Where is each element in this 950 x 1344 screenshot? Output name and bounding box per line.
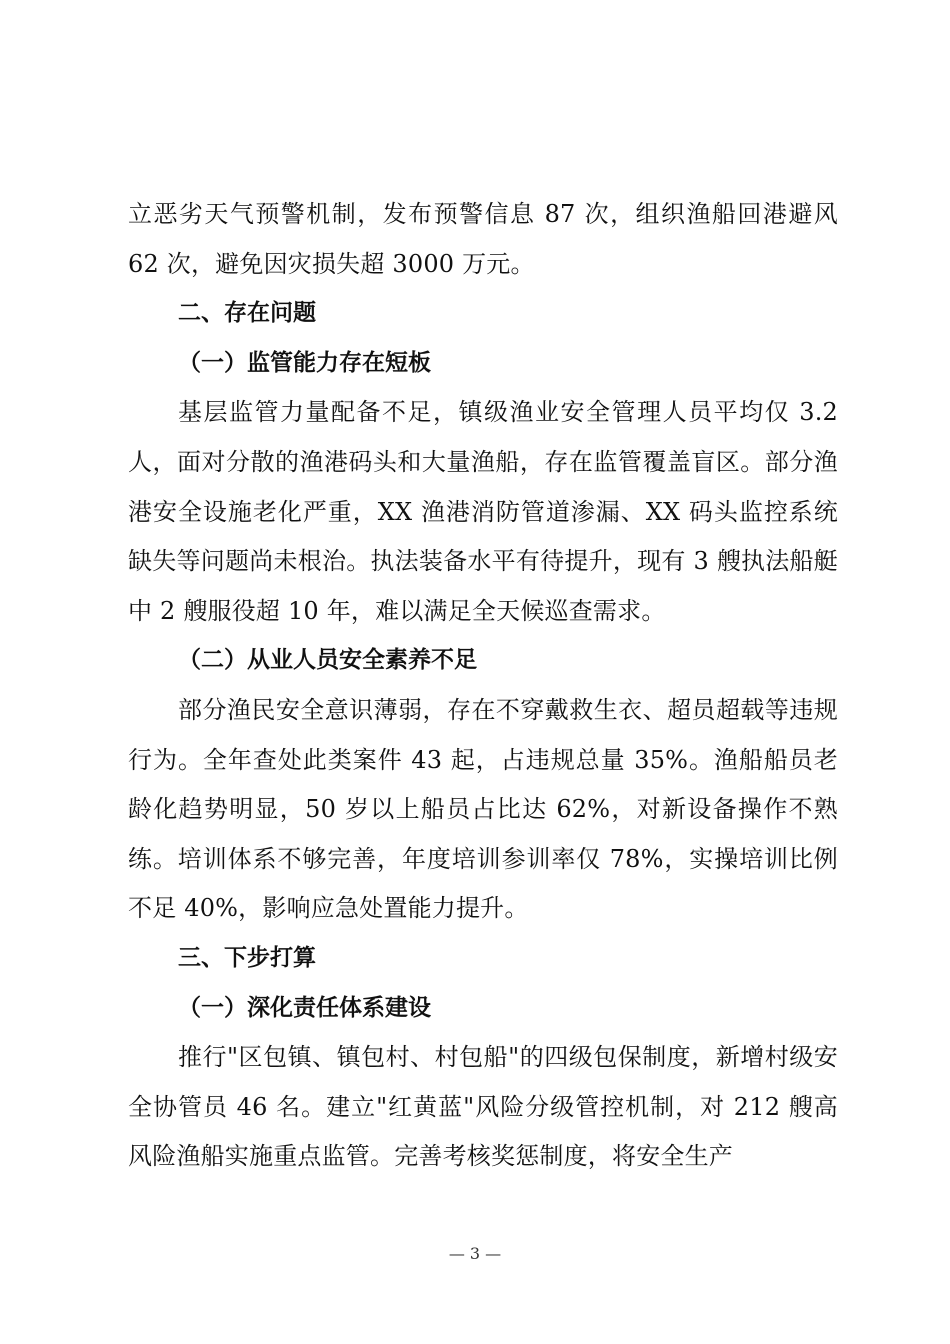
subheading-personnel: （二）从业人员安全素养不足: [178, 647, 477, 674]
document-body: [128, 190, 838, 1182]
page-number: — 3 —: [448, 1244, 502, 1263]
section-heading-next-steps: 三、下步打算: [178, 944, 316, 971]
section-heading-problems: 二、存在问题: [178, 300, 316, 327]
subheading-responsibility: （一）深化责任体系建设: [178, 994, 431, 1021]
paragraph-weather-warning: 立恶劣天气预警机制，发布预警信息 87 次，组织渔船回港避风 62 次，避免因灾损失超 3000 万元。: [128, 200, 838, 278]
subheading-supervision: （一）监管能力存在短板: [178, 349, 431, 376]
paragraph-personnel: 部分渔民安全意识薄弱，存在不穿戴救生衣、超员超载等违规行为。全年查处此类案件 43 起，占违规总量 35%。渔船船员老龄化趋势明显，50 岁以上船员占比达 62%，对新设备操作不熟练。培训体系不够完善，年度培训参训率仅 78%，实操培训比例不足 40%，影响应急处置能力提升。: [128, 695, 838, 923]
paragraph-supervision: 基层监管力量配备不足，镇级渔业安全管理人员平均仅 3.2 人，面对分散的渔港码头和大量渔船，存在监管覆盖盲区。部分渔港安全设施老化严重，XX 渔港消防管道渗漏、XX 码头监控系统缺失等问题尚未根治。执法装备水平有待提升，现有 3 艘执法船艇中 2 艘服役超 10 年，难以满足全天候巡查需求。: [128, 398, 838, 625]
paragraph-responsibility: 推行"区包镇、镇包村、村包船"的四级包保制度，新增村级安全协管员 46 名。建立"红黄蓝"风险分级管控机制，对 212 艘高风险渔船实施重点监管。完善考核奖惩制度，将安全生产: [128, 1043, 838, 1171]
